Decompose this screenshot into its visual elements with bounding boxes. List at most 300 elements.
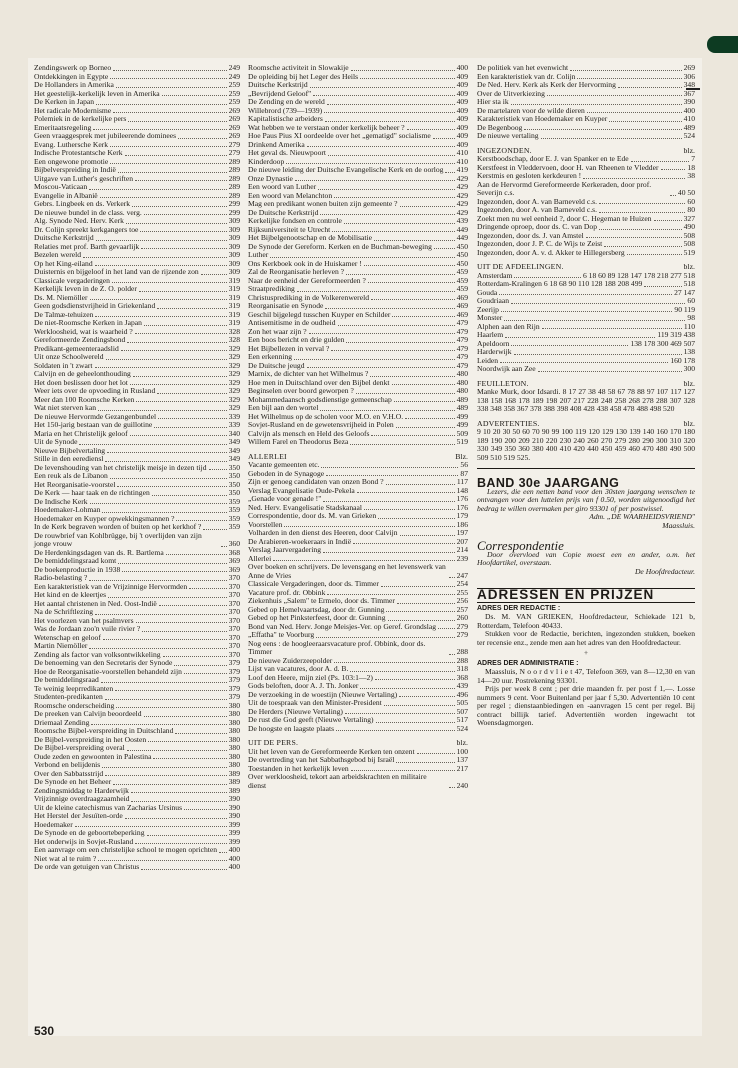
dot-leader (381, 586, 455, 587)
entry-title: Hoedemaker en Kuyper opwekkingsmannen ? (34, 513, 175, 523)
entry-title: Hoe men in Duitschland over den Bijbel denkt (248, 377, 390, 387)
entry-page: 60 (687, 296, 695, 305)
entry-page: 370 (228, 641, 240, 650)
entry-page: 214 (456, 545, 468, 554)
entry-title: De Kerken in Japan (34, 97, 95, 106)
dot-leader (162, 95, 227, 96)
entry-page: 309 (228, 233, 240, 242)
dot-leader (514, 354, 682, 355)
entry-page: 269 (228, 122, 240, 132)
entry-title: Kinderdoop (248, 156, 285, 166)
advertenties-blz: blz. (683, 418, 695, 428)
entry-page: 409 (456, 105, 468, 115)
entry-page: 489 (456, 403, 468, 412)
entry-title: Gods beloften, door A. J. Th. Jonker (248, 681, 359, 690)
entry-page: 479 (456, 335, 468, 344)
entry-title: De rust die God geeft (Nieuwe Vertaling) (248, 715, 374, 724)
entry-page: 350 (228, 479, 240, 489)
entry-page: 329 (228, 377, 240, 387)
divider (477, 468, 695, 469)
entry-title: Aan de Hervormd Gereformeerde Kerkeraden, door prof. Severijn c.s. (477, 179, 652, 197)
dot-leader (644, 286, 681, 287)
dot-leader (102, 767, 226, 768)
entry-title: Stille in den eerediensl (34, 454, 104, 463)
dot-leader (327, 594, 454, 595)
dot-leader (95, 614, 227, 615)
entry-title: Wat niet sterven kan (34, 403, 97, 412)
entry-page: 400 (456, 63, 468, 72)
dot-leader (103, 639, 227, 640)
dot-leader (400, 535, 455, 536)
entry-page: 359 (228, 513, 240, 523)
entry-page: 380 (228, 709, 240, 718)
dot-leader (144, 214, 227, 215)
dot-leader (127, 342, 226, 343)
entry-page: 379 (228, 675, 240, 684)
entry-page: 369 (228, 564, 240, 574)
dot-leader (201, 274, 227, 275)
prices-text: Prijs per week 8 cent ; per drie maanden fr. per post f 1,—. Losse nummers 9 cent. Voor Buitenland per jaar f 5,30. Advertentiën 10 cent per regel ; dienstaanbiedingen en -aanvragen 15 cent per regel. Bij contract billijk tarief. Advertentiën worden ingewacht tot Woensdagmorgen. (477, 684, 695, 727)
entry-title: Apeldoorn (477, 338, 510, 348)
entry-title: In de Kerk begraven worden of buiten op het kerkhof ? (34, 522, 202, 531)
entry-title: De Duitsche Kerkstrijd (248, 207, 319, 217)
entry-title: Uit de kleine catechismus van Zacharias Ursinus (34, 802, 183, 812)
dot-leader (286, 163, 454, 164)
entry-title: Het Herstel der Jesuïten-orde (34, 811, 123, 820)
entry-title: Duitsche Kerkstrijd (34, 233, 94, 242)
dot-leader (627, 254, 682, 255)
entry-page: 138 178 300 469 507 (630, 338, 695, 348)
entry-page: 505 (456, 698, 468, 707)
entry-title: Amsterdam (477, 270, 513, 280)
dot-leader (189, 588, 226, 589)
dot-leader (121, 350, 227, 351)
dot-leader (98, 860, 226, 861)
entry-title: Het geval ds. Nieuwpoort (248, 148, 327, 157)
entry-title: Ons Kerkboek ook in de Huiskamer ! (248, 258, 362, 268)
entry-page: 350 (228, 471, 240, 480)
entry-title: Kerkelijke fondsen en controle (248, 216, 342, 225)
entry-title: Hoe de Reorganisatie-voorstellen behandeld zijn (34, 666, 182, 676)
dot-leader (152, 495, 227, 496)
entry-title: De Talmæ-tehuizen (34, 309, 94, 319)
entry-page: 480 (456, 377, 468, 387)
entry-title: De Bijbel-verspreiding overal (34, 743, 125, 752)
entry-page: 389 (228, 785, 240, 795)
entry-title: De verzoeking in de woestijn (Nieuwe Vertaling) (248, 689, 398, 699)
entry-page: 380 (228, 734, 240, 744)
dot-leader (95, 265, 227, 266)
entry-page: 309 (228, 250, 240, 259)
dot-leader (599, 229, 682, 230)
entry-page: 379 (228, 658, 240, 667)
entry-page: 499 (456, 420, 468, 429)
afdeelingen-blz: blz. (683, 262, 695, 271)
entry-page: 409 (456, 88, 468, 98)
entry-page: 340 (228, 428, 240, 438)
dot-leader (93, 129, 226, 130)
entry-title: Allerlei (248, 553, 272, 563)
dot-leader (110, 78, 226, 79)
entry-page: 450 (456, 258, 468, 268)
dot-leader (135, 180, 227, 181)
entry-page: 429 (456, 173, 468, 183)
dot-leader (110, 478, 227, 479)
dot-leader (538, 371, 682, 372)
dot-leader (505, 337, 655, 338)
entry-page: 117 (456, 477, 468, 486)
dot-leader (125, 818, 227, 819)
entry-page: 329 (228, 360, 240, 370)
entry-page: 524 (683, 131, 695, 140)
band-text: Lezers, die een netten band voor den 30sten jaargang wenschen te ontvangen voor den luttelen prijs van f 0.50, worden uitgenoodigd het bedrag te willen overmaken per giro 93301 of per postwissel. (477, 486, 695, 513)
entry-title: Het geestelijk-kerkelijk leven in Amerika (34, 88, 160, 98)
entry-page: 247 (456, 570, 468, 580)
index-entry (248, 725, 468, 734)
entry-page: 257 (456, 604, 468, 614)
dot-leader (583, 178, 685, 179)
entry-page: 90 119 (674, 304, 695, 314)
entry-page: 369 (228, 556, 240, 565)
entry-title: Mag een predikant wonen buiten zijn gemeente ? (248, 199, 398, 208)
entry-title: Ingezonden, door A. van Barneveld c.s. (477, 205, 597, 214)
dot-leader (221, 546, 227, 547)
dot-leader (351, 770, 455, 771)
entry-page: 380 (228, 760, 240, 769)
entry-title: Willem Farel en Theodorus Beza (248, 437, 349, 446)
dot-leader (334, 662, 454, 663)
entry-title: Zending als factor van volksontwikkeling (34, 649, 161, 659)
entry-page: 329 (228, 369, 240, 378)
entry-title: Reorganisatie en Synode (248, 301, 324, 310)
entry-page: 479 (456, 343, 468, 353)
dot-leader (499, 294, 672, 295)
entry-page: 349 (228, 445, 240, 455)
dot-leader (203, 529, 226, 530)
dot-leader (147, 835, 227, 836)
entry-page: 18 (687, 162, 695, 172)
entry-title: Ontdekkingen in Egypte (34, 71, 109, 81)
entry-title: Lijst van vacatures, door A. d. B. (248, 664, 349, 673)
dot-leader (618, 87, 682, 88)
dot-leader (270, 257, 454, 258)
entry-page: 410 (456, 148, 468, 157)
advertenties-pages: 9 10 20 30 50 60 70 90 99 100 119 120 129 130 139 140 160 170 180 189 190 200 209 210 220 230 240 260 270 279 280 290 300 310 320 330 349 350 360 380 400 410 420 440 450 459 460 470 480 490 500 509 510 519 525. (477, 427, 695, 462)
entry-title: De nieuwe Hervormde Gezangenbundel (34, 411, 157, 421)
dot-leader (392, 316, 454, 317)
index-entry (248, 640, 468, 657)
dot-leader (360, 78, 455, 79)
entry-title: Geboden in de Synagoge (248, 468, 325, 478)
entry-title: Het Wilhelmus op de scholen voor M.O. en V.H.O. (248, 411, 404, 421)
dot-leader (501, 311, 672, 312)
dot-leader (586, 237, 682, 238)
entry-page: 508 (683, 230, 695, 240)
entry-page: 259 (228, 80, 240, 89)
entry-page: 469 (456, 309, 468, 319)
entry-title: Nog eens : de hoogleeraarsvacature prof. Obbink, door ds. Timmer (248, 638, 426, 656)
dot-leader (184, 809, 227, 810)
dot-leader (75, 826, 227, 827)
dot-leader (307, 146, 455, 147)
entry-page: 255 (456, 587, 468, 597)
entry-page: 348 (683, 80, 695, 89)
dot-leader (174, 665, 226, 666)
entry-title: Dr. Colijn spreekt kerkgangers toe (34, 224, 139, 234)
index-entry (248, 438, 468, 447)
entry-title: Verslag Evangelisatie Oude-Pekela (248, 485, 355, 495)
dot-leader (631, 161, 690, 162)
entry-page: 499 (456, 411, 468, 421)
entry-title: Het Bijbellezen in verval ? (248, 343, 330, 353)
entry-title: De boekenproductie in 1938 (34, 564, 121, 574)
entry-page: 319 (228, 301, 240, 310)
entry-page: 479 (456, 360, 468, 370)
dot-leader (364, 509, 455, 510)
dot-leader (433, 138, 455, 139)
entry-page: 479 (456, 352, 468, 361)
entry-title: Hier sta ik (477, 97, 509, 106)
dot-leader (136, 401, 226, 402)
entry-title: Bijbelverspreiding in Indië (34, 165, 116, 174)
entry-title: Marnix, de dichter van het Wilhelmus ? (248, 369, 369, 378)
dot-leader (604, 246, 681, 247)
entry-title: Wat hebben we te verstaan onder kerkelijk beheer ? (248, 122, 405, 132)
dot-leader (542, 328, 682, 329)
entry-title: Studenten-predikanten (34, 692, 103, 701)
entry-page: 490 (683, 222, 695, 231)
adressen-title: ADRESSEN EN PRIJZEN (477, 588, 695, 603)
entry-title: Vacature prof. dr. Obbink (248, 587, 326, 597)
entry-title: Haarlem (477, 330, 504, 339)
dot-leader (599, 212, 685, 213)
entry-page: 98 (687, 313, 695, 322)
entry-page: 328 (228, 335, 240, 344)
entry-page: 186 (456, 519, 468, 529)
entry-page: 449 (456, 233, 468, 242)
dot-leader (126, 223, 227, 224)
feuilleton-label: FEUILLETON. (477, 378, 529, 388)
entry-page: 327 (683, 213, 695, 223)
entry-title: Beginselen over boord geworpen ? (248, 386, 354, 395)
dot-leader (297, 291, 455, 292)
entry-page: 507 (456, 706, 468, 716)
entry-title: Maria en het Christelijk geloof (34, 428, 128, 438)
dot-leader (79, 444, 226, 445)
entry-page: 459 (456, 267, 468, 276)
dot-leader (163, 656, 227, 657)
administratie-address: Maassluis, N o o r d v l i e t 47, Telefoon 369, van 8—12,30 en van 14—20 uur. Postrekening 93301. (477, 667, 695, 685)
entry-title: Indische Protestantsche Kerk (34, 148, 123, 157)
entry-page: 390 (228, 802, 240, 812)
dot-leader (449, 577, 455, 578)
dot-leader (144, 325, 227, 326)
dot-leader (434, 248, 455, 249)
dot-leader (148, 741, 226, 742)
entry-page: 489 (683, 122, 695, 132)
dot-leader (116, 87, 227, 88)
dot-leader (368, 282, 455, 283)
entry-page: 469 (456, 301, 468, 310)
allerlei-blz: Blz. (455, 451, 468, 461)
entry-title: Zendingswerk op Borneo (34, 63, 112, 72)
entry-title: De Synode en het Beheer (34, 777, 112, 786)
entry-title: Radio-belasting ? (34, 573, 88, 582)
entry-page: 27 147 (674, 287, 695, 297)
entry-page: 370 (228, 581, 240, 591)
entry-page: 279 (456, 630, 468, 639)
dot-leader (108, 597, 226, 598)
entry-page: 370 (228, 607, 240, 616)
dot-leader (127, 750, 227, 751)
dot-leader (175, 733, 226, 734)
dot-leader (397, 603, 455, 604)
dot-leader (323, 552, 455, 553)
redactie-note: Stukken voor de Redactie, berichten, ingezonden stukken, boeken ter recensie enz., zende men aan het adres van den Hoofdredacteur. (477, 629, 695, 647)
entry-page: 410 (683, 114, 695, 123)
dot-leader (115, 690, 226, 691)
dot-leader (144, 716, 227, 717)
band-place: Maassluis. (662, 520, 695, 530)
correspondentie-text: Door overvloed van Copie moest een en ander, o.m. het Hoofdartikel, overstaan. (477, 549, 695, 567)
dot-leader (219, 852, 227, 853)
entry-page: 349 (228, 437, 240, 446)
dot-leader (346, 342, 454, 343)
entry-title: Een karakteristiek van de Vrijzinnige Hervormden (34, 581, 188, 591)
entry-title: Martin Niemöller (34, 641, 88, 650)
dot-leader (139, 291, 227, 292)
entry-title: Over werkloosheid, tekort aan arbeidskrachten en militaire dienst (248, 772, 427, 790)
dot-leader (118, 563, 226, 564)
entry-title: Zeerijp (477, 304, 499, 314)
entry-page: 450 (456, 241, 468, 251)
band-title: BAND 30e JAARGANG (477, 476, 620, 490)
index-column-1 (34, 64, 240, 872)
entry-title: De Hollanders in Amerika (34, 80, 114, 89)
entry-page: 240 (456, 780, 468, 790)
entry-title: Roomsche onderscheiding (34, 700, 115, 710)
entry-page: 137 (456, 755, 468, 764)
entry-title: Een reuk als de Libanon (34, 471, 108, 480)
entry-title: Classicale Vergaderingen, door ds. Timmer (248, 579, 379, 588)
entry-title: Rijksuniversiteit te Utrecht (248, 224, 331, 234)
entry-page: 380 (228, 700, 240, 710)
entry-title: Alg. Synode Ned. Herv. Kerk (34, 216, 124, 225)
entry-title: De martelaren voor de wilde dieren (477, 105, 585, 115)
index-entry (477, 306, 695, 315)
entry-title: Hoedemaker (34, 819, 73, 829)
dot-leader (325, 121, 455, 122)
entry-page: 409 (456, 122, 468, 132)
entry-title: Vacante gemeenten etc. (248, 460, 320, 469)
entry-title: Uit onze Schoolwereld (34, 352, 104, 361)
entry-title: Gebed op Hemelvaartsdag, door dr. Gunning (248, 604, 385, 614)
entry-title: De overtreding van het Sabbathsgebod bij Israël (248, 755, 395, 764)
dot-leader (375, 679, 455, 680)
entry-title: Op het King-eiland (34, 258, 93, 268)
entry-title: Een boos bericht en drie gulden (248, 335, 345, 344)
entry-page: 390 (228, 794, 240, 803)
dot-leader (116, 707, 226, 708)
entry-page: 519 (683, 247, 695, 257)
entry-page: 319 (228, 292, 240, 302)
entry-title: Relaties met prof. Barth gevaarlijk (34, 241, 140, 251)
entry-page: 400 (683, 105, 695, 115)
dot-leader (90, 503, 227, 504)
entry-page: 429 (456, 207, 468, 217)
entry-title: Het Bijbelgenootschap en de Mobilisatie (248, 233, 373, 242)
index-entry (477, 90, 695, 99)
entry-title: Ingezonden, door A. v. d. Akker te Hillegersberg (477, 247, 625, 257)
entry-page: 60 (687, 196, 695, 206)
dot-leader (273, 560, 454, 561)
entry-title: De hoogste en laagste plaats (248, 723, 335, 733)
entry-title: Ingezonden, door A. van Barneveld c.s. (477, 196, 597, 206)
dot-leader (318, 189, 454, 190)
entry-page: 329 (228, 403, 240, 412)
dot-leader (524, 129, 681, 130)
entry-title: Vrijzinnige overdraagzaamheid (34, 794, 130, 803)
index-entry (477, 365, 695, 374)
entry-title: Ingezonden, door ds. J. van Amstel (477, 230, 584, 240)
entry-title: De nieuwe leiding der Duitsche Evangelische Kerk en de oorlog (248, 165, 444, 174)
entry-title: Loof den Heere, mijn ziel (Ps. 103:1—2) (248, 672, 373, 682)
entry-page: 239 (456, 553, 468, 563)
entry-title: Hoe Paus Pius XI oordeelde over het „gematigd" socialisme (248, 131, 431, 140)
entry-page: 279 (228, 139, 240, 149)
entry-page: 359 (228, 496, 240, 506)
entry-title: Kerstmis en gesloten kerkdeuren ! (477, 171, 582, 180)
entry-title: De benoeming van den Secretaris der Synode (34, 658, 173, 667)
entry-page: 360 (228, 539, 240, 548)
dot-leader (142, 631, 226, 632)
entry-page: 400 (228, 845, 240, 854)
entry-title: Gouda (477, 287, 498, 297)
entry-title: Het kind en de kleertjes (34, 590, 107, 599)
entry-title: Gebed op het Pinksterfeest, door dr. Gunning (248, 613, 386, 622)
dot-leader (405, 418, 454, 419)
entry-page: 370 (228, 649, 240, 659)
dot-leader (350, 671, 454, 672)
dot-leader (91, 724, 226, 725)
entry-page: 87 (460, 468, 468, 478)
entry-page: 349 (228, 454, 240, 463)
entry-title: De preeken van Calvijn beoordeeld (34, 709, 142, 718)
dot-leader (504, 320, 685, 321)
dot-leader (107, 452, 227, 453)
dot-leader (117, 486, 226, 487)
entry-title: De levenshouding van het christelijk meisje in dezen tijd (34, 462, 207, 472)
entry-page: 429 (456, 182, 468, 191)
dot-leader (327, 104, 455, 105)
feuilleton-blz: blz. (683, 378, 695, 388)
dot-leader (511, 303, 685, 304)
entry-title: De Synode en de geboortebeperking (34, 828, 145, 837)
dot-leader (284, 526, 454, 527)
dot-leader (570, 70, 682, 71)
entry-page: 370 (228, 590, 240, 599)
entry-page: 309 (228, 224, 240, 234)
entry-title: Niet wat al te ruim ? (34, 853, 97, 863)
entry-page: 259 (228, 88, 240, 98)
entry-page: 339 (228, 420, 240, 429)
dot-leader (158, 418, 227, 419)
dot-leader (374, 240, 455, 241)
dot-leader (89, 580, 226, 581)
entry-page: 509 (456, 428, 468, 438)
entry-page: 368 (228, 547, 240, 557)
entry-page: 409 (456, 71, 468, 81)
